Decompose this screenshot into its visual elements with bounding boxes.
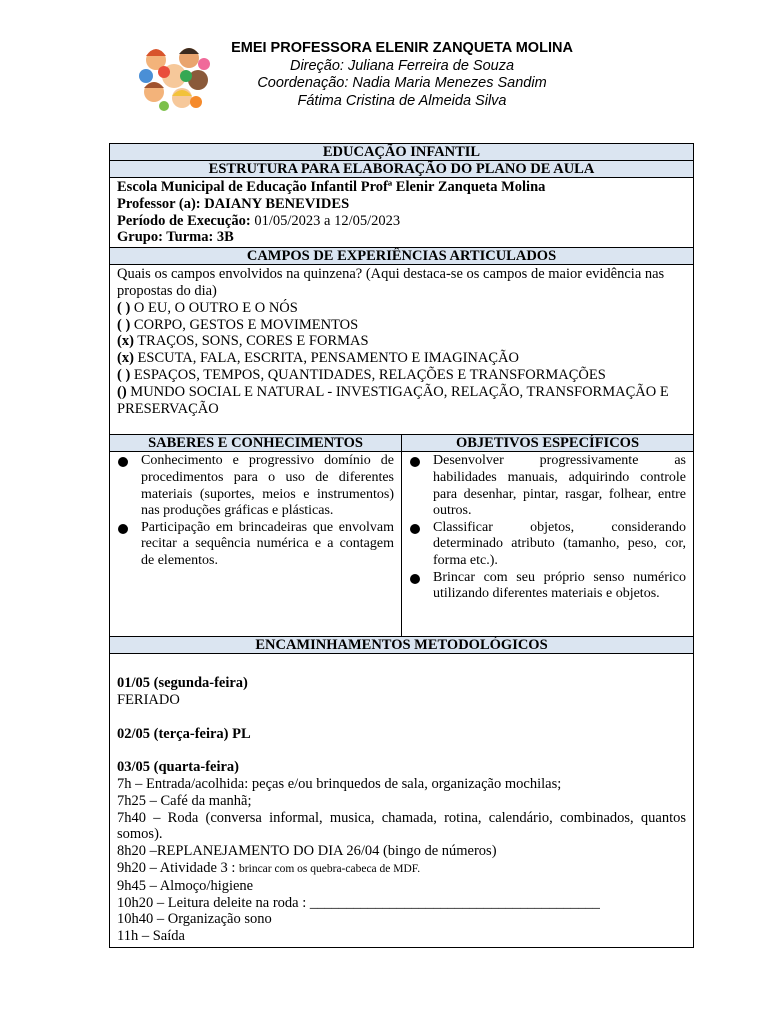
direction-line: Direção: Juliana Ferreira de Souza — [289, 57, 515, 74]
schedule-line — [117, 860, 686, 878]
school-name: EMEI PROFESSORA ELENIR ZANQUETA MOLINA — [231, 40, 573, 56]
schedule-line: 8h20 –REPLANEJAMENTO DO DIA 26/04 (bingo de números) — [117, 843, 497, 860]
campos-item-text: O EU, O OUTRO E O NÓS — [130, 299, 298, 316]
period-value: 01/05/2023 a 12/05/2023 — [250, 212, 401, 229]
list-item: Participação em brincadeiras que envolvam recitar a sequência numérica e a contagem de elementos. — [117, 520, 394, 570]
campos-item-text: CORPO, GESTOS E MOVIMENTOS — [130, 316, 359, 333]
period-line — [117, 213, 686, 230]
campos-item — [117, 367, 686, 384]
letterhead-text — [200, 40, 604, 110]
period-label: Período de Execução: — [117, 212, 251, 229]
checkbox-mark: ( ) — [117, 366, 131, 383]
day-text: FERIADO — [117, 691, 180, 708]
checkbox-mark: ( ) — [117, 316, 131, 333]
title-structure: ESTRUTURA PARA ELABORAÇÃO DO PLANO DE AULA — [110, 161, 693, 178]
objetivos-column — [402, 452, 693, 636]
saberes-title: SABERES E CONHECIMENTOS — [110, 435, 402, 451]
campos-item-text: ESCUTA, FALA, ESCRITA, PENSAMENTO E IMAGINAÇÃO — [133, 350, 519, 367]
columns-header — [110, 435, 693, 452]
info-section — [110, 178, 693, 248]
checkbox-mark: (x) — [117, 350, 134, 367]
saberes-column — [110, 452, 402, 636]
objetivos-title: OBJETIVOS ESPECÍFICOS — [455, 435, 640, 452]
lesson-plan-table — [109, 143, 694, 948]
schedule-line: 10h20 – Leitura deleite na roda : ________________________________________ — [117, 894, 600, 911]
teacher-line: Professor (a): DAIANY BENEVIDES — [117, 195, 350, 212]
list-item: Classificar objetos, considerando determinado atributo (tamanho, peso, cor, forma etc.). — [409, 520, 686, 570]
campos-item — [117, 384, 686, 418]
day-title: 01/05 (segunda-feira) — [117, 675, 248, 692]
checkbox-mark: () — [117, 383, 127, 400]
day-title: 02/05 (terça-feira) PL — [117, 725, 251, 742]
campos-item — [117, 300, 686, 317]
coordination-line: Coordenação: Nadia Maria Menezes Sandim — [257, 75, 547, 91]
letterhead — [0, 40, 768, 120]
schedule-line: 7h25 – Café da manhã; — [117, 792, 252, 809]
list-item: Brincar com seu próprio senso numérico utilizando diferentes materiais e objetos. — [409, 570, 686, 603]
campos-item — [117, 317, 686, 334]
schedule-line: 7h40 – Roda (conversa informal, musica, chamada, rotina, calendário, combinados, quantos somos). — [117, 809, 686, 843]
title-education: EDUCAÇÃO INFANTIL — [110, 144, 693, 161]
campos-item — [117, 350, 686, 367]
activity-text: brincar com os quebra-cabeca de MDF. — [239, 862, 421, 875]
checkbox-mark: (x) — [117, 333, 134, 350]
group-line: Grupo: Turma: 3B — [117, 229, 234, 246]
campos-question: Quais os campos envolvidos na quinzena? (Aqui destaca-se os campos de maior evidência nas propostas do dia) — [117, 266, 665, 299]
columns-body — [110, 452, 693, 637]
list-item: Conhecimento e progressivo domínio de procedimentos para o uso de diferentes materiais (suportes, meios e instrumentos) nas produções gráficas e plásticas. — [117, 453, 394, 519]
metodologia-section — [110, 654, 693, 947]
campos-item-text: MUNDO SOCIAL E NATURAL - INVESTIGAÇÃO, RELAÇÃO, TRANSFORMAÇÃO E PRESERVAÇÃO — [117, 383, 669, 417]
activity-label: 9h20 – Atividade 3 : — [117, 859, 240, 876]
campos-item — [117, 333, 686, 350]
schedule-line: 7h – Entrada/acolhida: peças e/ou brinquedos de sala, organização mochilas; — [117, 775, 562, 792]
campos-item-text: ESPAÇOS, TEMPOS, QUANTIDADES, RELAÇÕES E TRANSFORMAÇÕES — [130, 366, 606, 383]
schedule-line: 11h – Saída — [117, 928, 185, 945]
campos-section — [110, 265, 693, 435]
coordination-line-2: Fátima Cristina de Almeida Silva — [297, 92, 507, 109]
school-line: Escola Municipal de Educação Infantil Profª Elenir Zanqueta Molina — [117, 179, 546, 195]
campos-title: CAMPOS DE EXPERIÊNCIAS ARTICULADOS — [110, 248, 693, 265]
schedule-line: 9h45 – Almoço/higiene — [117, 877, 254, 894]
campos-item-text: TRAÇOS, SONS, CORES E FORMAS — [133, 333, 369, 350]
list-item: Desenvolver progressivamente as habilidades manuais, adquirindo controle para desenhar, pintar, rasgar, folhear, entre outros. — [409, 453, 686, 519]
metodologia-title: ENCAMINHAMENTOS METODOLÓGICOS — [110, 637, 693, 654]
schedule-line: 10h40 – Organização sono — [117, 911, 272, 928]
checkbox-mark: ( ) — [117, 299, 131, 316]
day-title: 03/05 (quarta-feira) — [117, 759, 240, 776]
